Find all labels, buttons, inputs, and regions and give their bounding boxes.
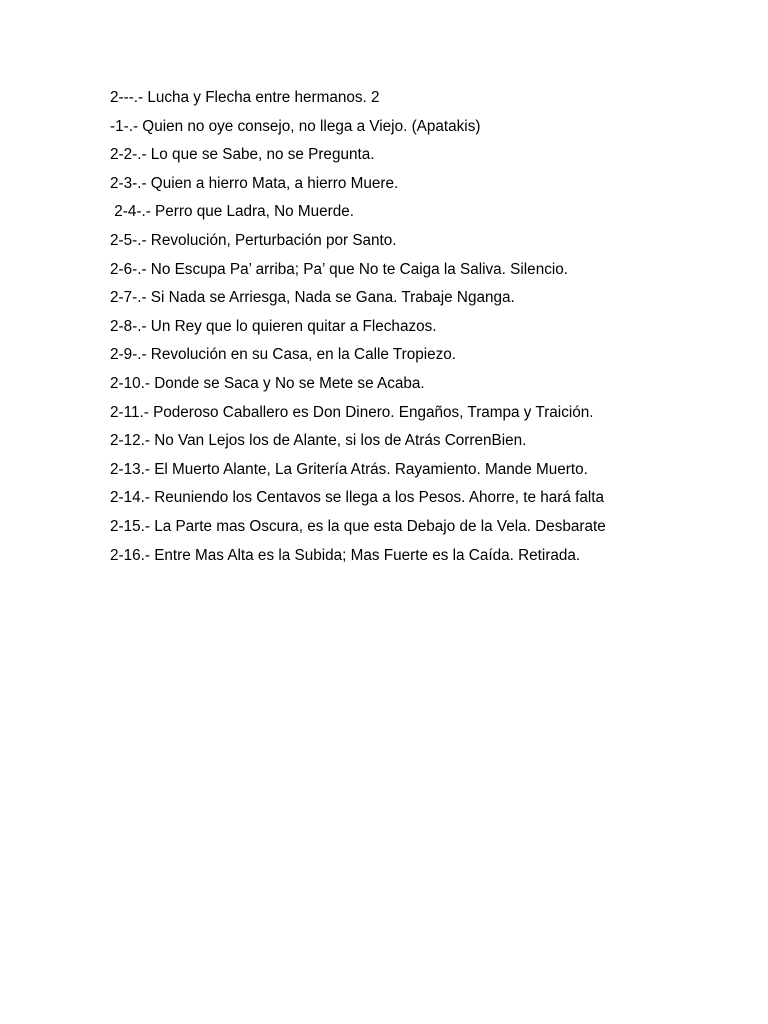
text-line: -1-.- Quien no oye consejo, no llega a Viejo. (Apatakis) — [110, 117, 481, 135]
text-line: 2-10.- Donde se Saca y No se Mete se Acaba. — [110, 374, 425, 392]
text-line: 2-11.- Poderoso Caballero es Don Dinero. Engaños, Trampa y Traición. — [110, 403, 594, 421]
text-line: 2-7-.- Si Nada se Arriesga, Nada se Gana. Trabaje Nganga. — [110, 289, 515, 307]
text-line: 2-9-.- Revolución en su Casa, en la Calle Tropiezo. — [110, 346, 457, 364]
text-line: 2-4-.- Perro que Ladra, No Muerde. — [110, 203, 355, 221]
text-line: 2-6-.- No Escupa Pa’ arriba; Pa’ que No te Caiga la Saliva. Silencio. — [110, 260, 569, 278]
text-line: 2-12.- No Van Lejos los de Alante, si los de Atrás CorrenBien. — [110, 432, 527, 450]
text-line: 2-15.- La Parte mas Oscura, es la que esta Debajo de la Vela. Desbarate — [110, 517, 606, 535]
text-line: 2-3-.- Quien a hierro Mata, a hierro Muere. — [110, 174, 399, 192]
text-line: 2-14.- Reuniendo los Centavos se llega a los Pesos. Ahorre, te hará falta — [110, 489, 605, 507]
text-line: 2-2-.- Lo que se Sabe, no se Pregunta. — [110, 146, 375, 164]
text-line: 2-8-.- Un Rey que lo quieren quitar a Flechazos. — [110, 317, 437, 335]
text-line: 2-16.- Entre Mas Alta es la Subida; Mas Fuerte es la Caída. Retirada. — [110, 546, 581, 564]
document-body — [110, 84, 750, 570]
text-line: 2-5-.- Revolución, Perturbación por Santo. — [110, 231, 397, 249]
text-line: 2---.- Lucha y Flecha entre hermanos. 2 — [110, 89, 380, 106]
text-line: 2-13.- El Muerto Alante, La Gritería Atrás. Rayamiento. Mande Muerto. — [110, 460, 588, 478]
